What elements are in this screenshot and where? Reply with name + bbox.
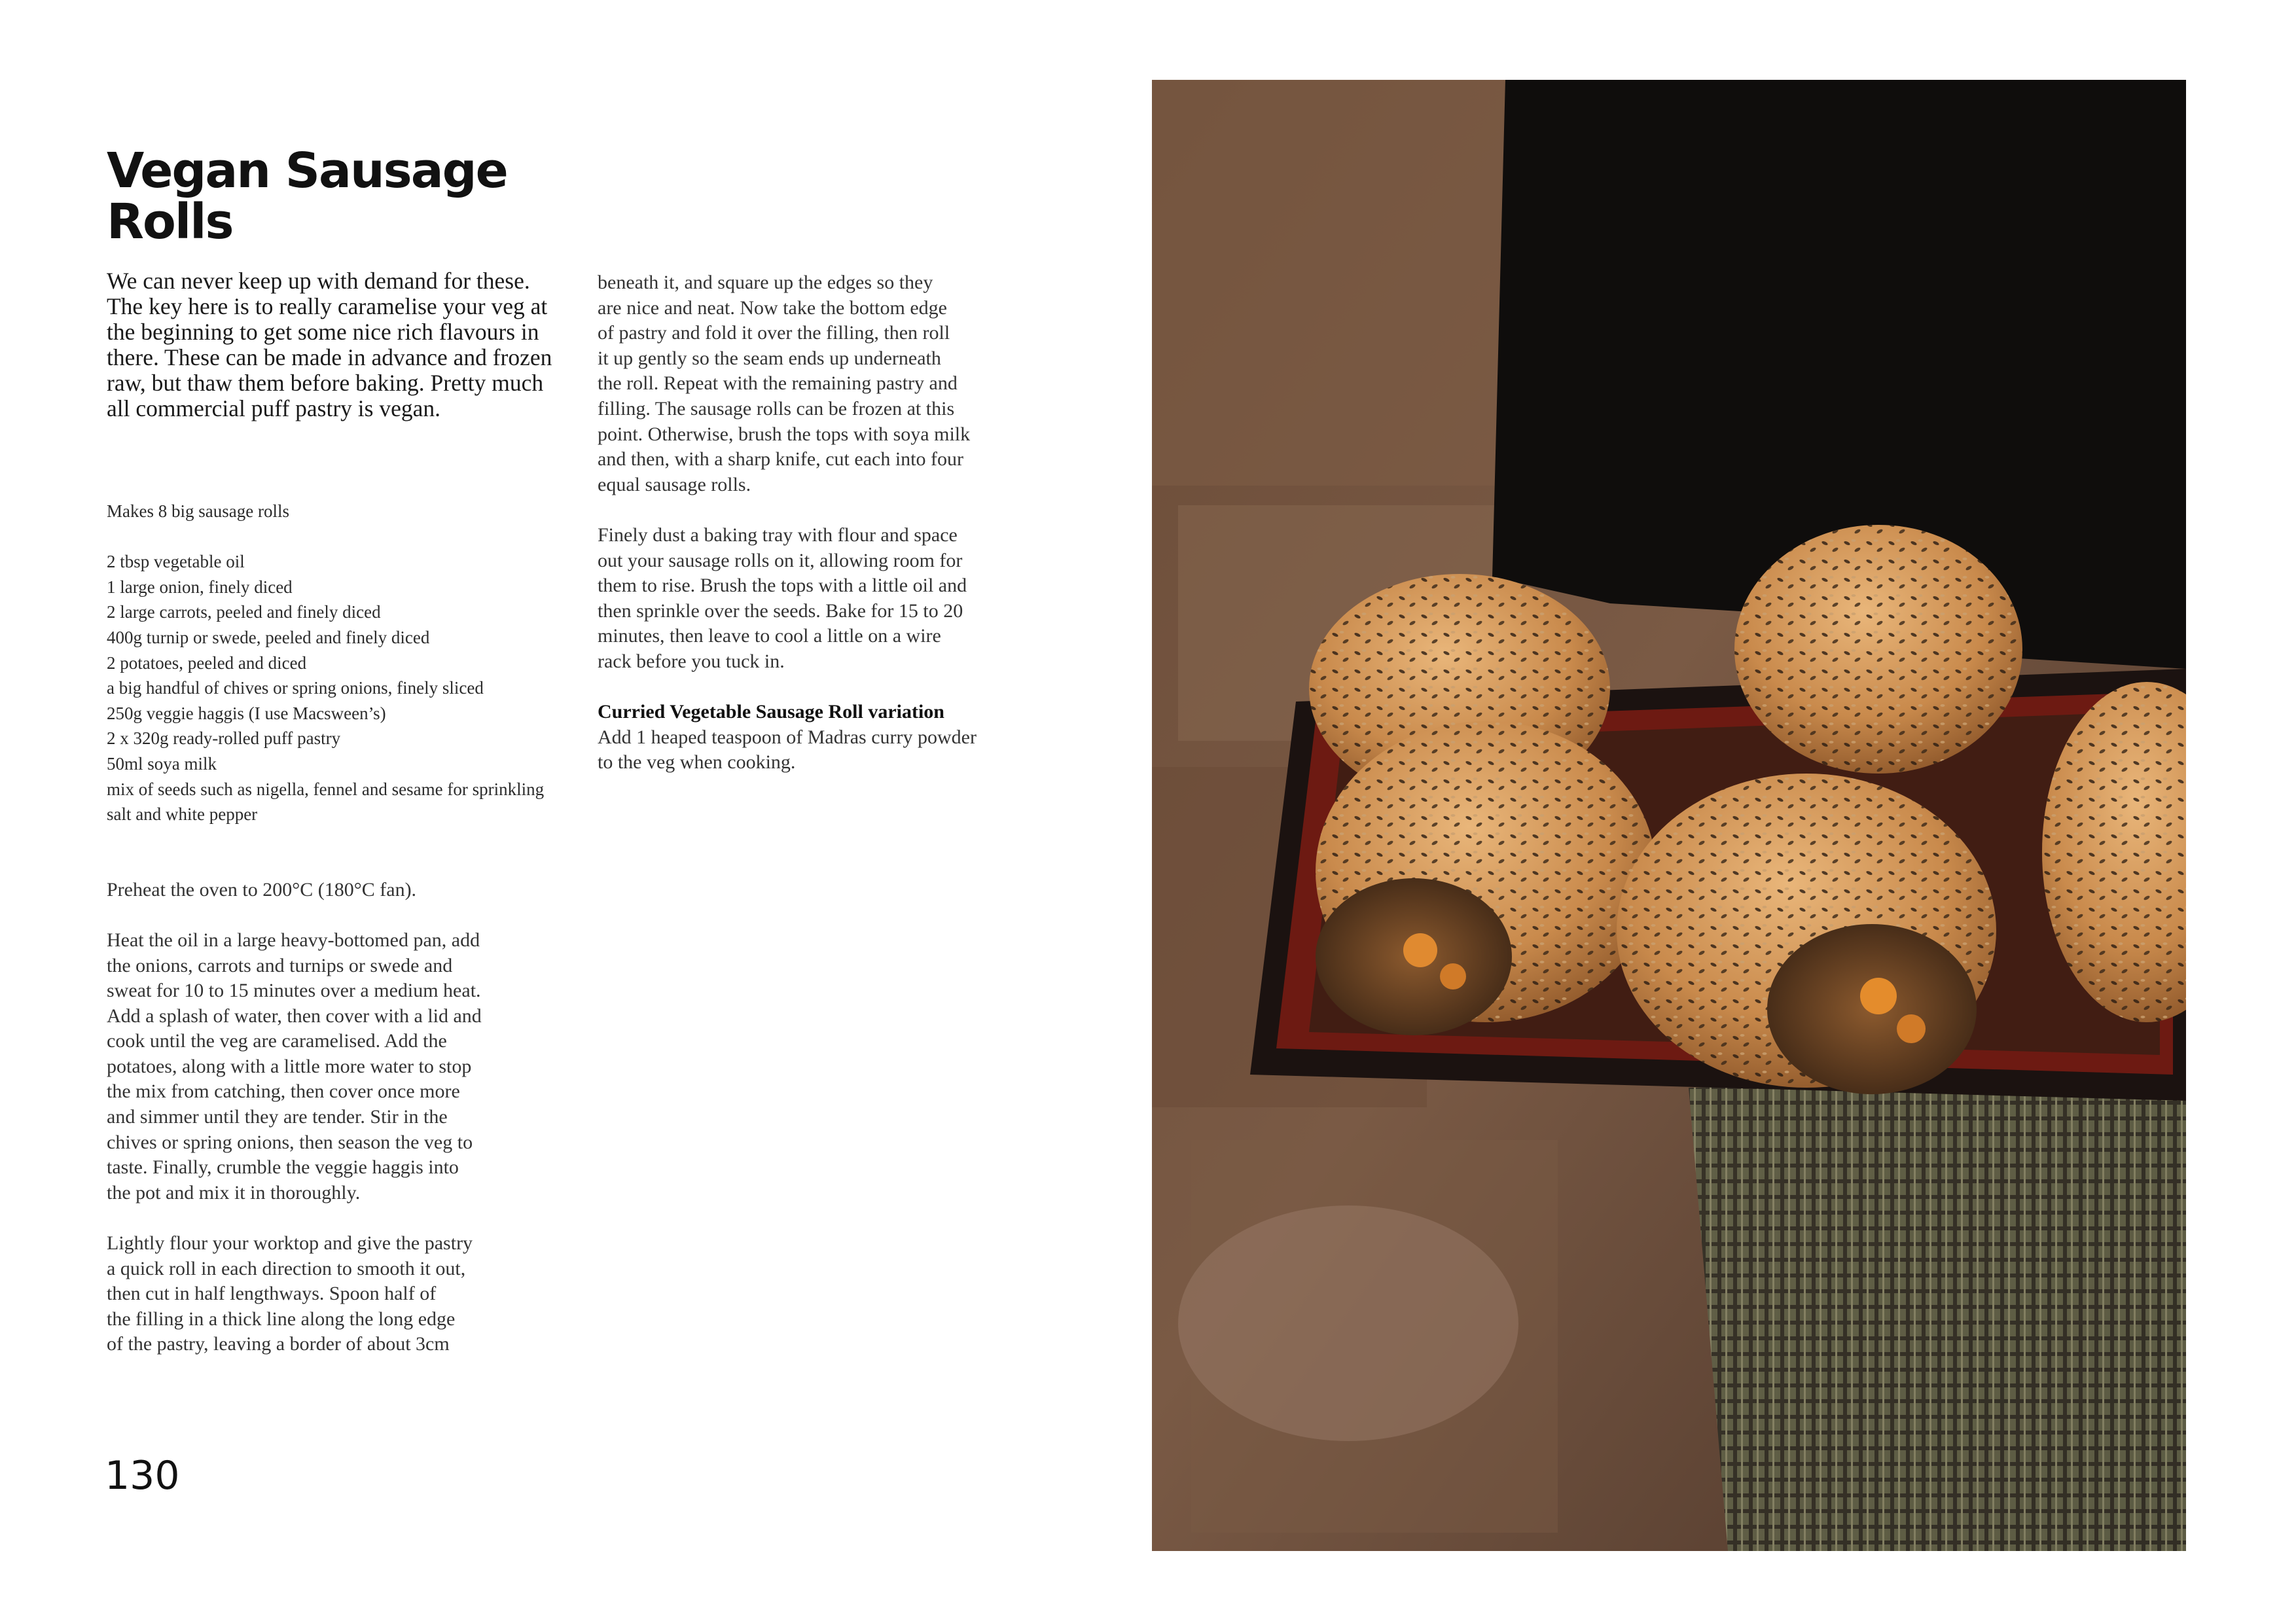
method-line: are nice and neat. Now take the bottom edge — [598, 296, 947, 319]
method-line: equal sausage rolls. — [598, 473, 751, 495]
method-step-1 — [107, 878, 578, 903]
ingredient-item: 2 potatoes, peeled and diced — [107, 652, 307, 673]
sausage-rolls-photo — [1152, 80, 2186, 1551]
method-line: beneath it, and square up the edges so they — [598, 272, 933, 293]
method-line: the onions, carrots and turnips or swede and — [107, 954, 453, 976]
method-line: minutes, then leave to cool a little on a wire — [598, 625, 941, 647]
sausage-roll-back-right — [1734, 525, 2022, 774]
method-line: the pot and mix it in thoroughly. — [107, 1181, 361, 1204]
variation-line: Add 1 heaped teaspoon of Madras curry powder — [598, 726, 977, 748]
method-line: then cut in half lengthways. Spoon half of — [107, 1283, 437, 1305]
method-line: Finely dust a baking tray with flour and space — [598, 524, 958, 546]
ingredient-item: 2 tbsp vegetable oil — [107, 552, 245, 572]
method-line: the filling in a thick line along the long edge — [107, 1308, 456, 1330]
method-line: rack before you tuck in. — [598, 650, 785, 672]
method-line: them to rise. Brush the tops with a little oil and — [598, 575, 967, 597]
method-line: and then, with a sharp knife, cut each into four — [598, 448, 963, 471]
page-number: 130 — [105, 1453, 180, 1499]
method-line: it up gently so the seam ends up underneath — [598, 347, 941, 369]
ingredient-item: 250g veggie haggis (I use Macsween’s) — [107, 703, 386, 723]
ingredient-item: a big handful of chives or spring onions, finely sliced — [107, 678, 484, 698]
method-line: and simmer until they are tender. Stir in the — [107, 1106, 448, 1128]
recipe-title-line-1: Vegan Sausage — [107, 143, 507, 199]
variation-block — [598, 700, 1056, 776]
method-step-4 — [598, 523, 1056, 675]
method-line: taste. Finally, crumble the veggie haggis into — [107, 1156, 459, 1179]
variation-title: Curried Vegetable Sausage Roll variation — [598, 701, 944, 723]
recipe-title-line-2: Rolls — [107, 194, 233, 250]
right-text-column — [598, 270, 1056, 800]
method-line: point. Otherwise, brush the tops with soya milk — [598, 423, 971, 445]
ingredient-item: 50ml soya milk — [107, 753, 217, 774]
ingredient-item: mix of seeds such as nigella, fennel and sesame for sprinkling — [107, 779, 545, 799]
recipe-title — [107, 143, 578, 250]
method-line: a quick roll in each direction to smooth it out, — [107, 1257, 466, 1279]
ingredient-item: 1 large onion, finely diced — [107, 577, 293, 597]
ingredient-list — [107, 549, 578, 827]
method-line: the roll. Repeat with the remaining pastry and — [598, 372, 958, 395]
recipe-yield: Makes 8 big sausage rolls — [107, 501, 289, 521]
variation-line: to the veg when cooking. — [598, 751, 796, 774]
method-step-3-continued — [598, 270, 1056, 497]
method-line: then sprinkle over the seeds. Bake for 15 to 20 — [598, 599, 963, 622]
recipe-intro: We can never keep up with demand for these. The key here is to really caramelise your veg at the beginning to get some nice rich flavours in there. These can be made in advance and frozen raw, but thaw them before baking. Pretty much all commercial puff pastry is vegan. — [107, 268, 552, 421]
method-line: Heat the oil in a large heavy-bottomed pan, add — [107, 929, 480, 951]
method-steps — [107, 878, 578, 1357]
method-line: Preheat the oven to 200°C (180°C fan). — [107, 878, 417, 901]
method-line: of pastry and fold it over the filling, then roll — [598, 322, 950, 344]
method-line: the mix from catching, then cover once more — [107, 1080, 460, 1103]
method-line: Lightly flour your worktop and give the pastry — [107, 1232, 473, 1255]
sausage-rolls-photo-illustration — [1152, 80, 2186, 1551]
method-step-2 — [107, 928, 578, 1206]
ingredient-item: 400g turnip or swede, peeled and finely diced — [107, 627, 430, 647]
method-line: out your sausage rolls on it, allowing room for — [598, 549, 963, 571]
method-line: chives or spring onions, then season the veg to — [107, 1131, 473, 1153]
left-text-column — [107, 499, 578, 1383]
method-line: sweat for 10 to 15 minutes over a medium heat. — [107, 980, 481, 1002]
method-line: cook until the veg are caramelised. Add the — [107, 1030, 447, 1052]
method-line: potatoes, along with a little more water to stop — [107, 1055, 472, 1077]
method-line: filling. The sausage rolls can be frozen at this — [598, 397, 955, 419]
method-step-3 — [107, 1231, 578, 1357]
ingredient-item: 2 x 320g ready-rolled puff pastry — [107, 728, 341, 749]
ingredient-item: 2 large carrots, peeled and finely diced — [107, 602, 381, 622]
ingredient-item: salt and white pepper — [107, 804, 258, 825]
method-line: Add a splash of water, then cover with a lid and — [107, 1005, 482, 1027]
method-line: of the pastry, leaving a border of about 3cm — [107, 1333, 450, 1355]
